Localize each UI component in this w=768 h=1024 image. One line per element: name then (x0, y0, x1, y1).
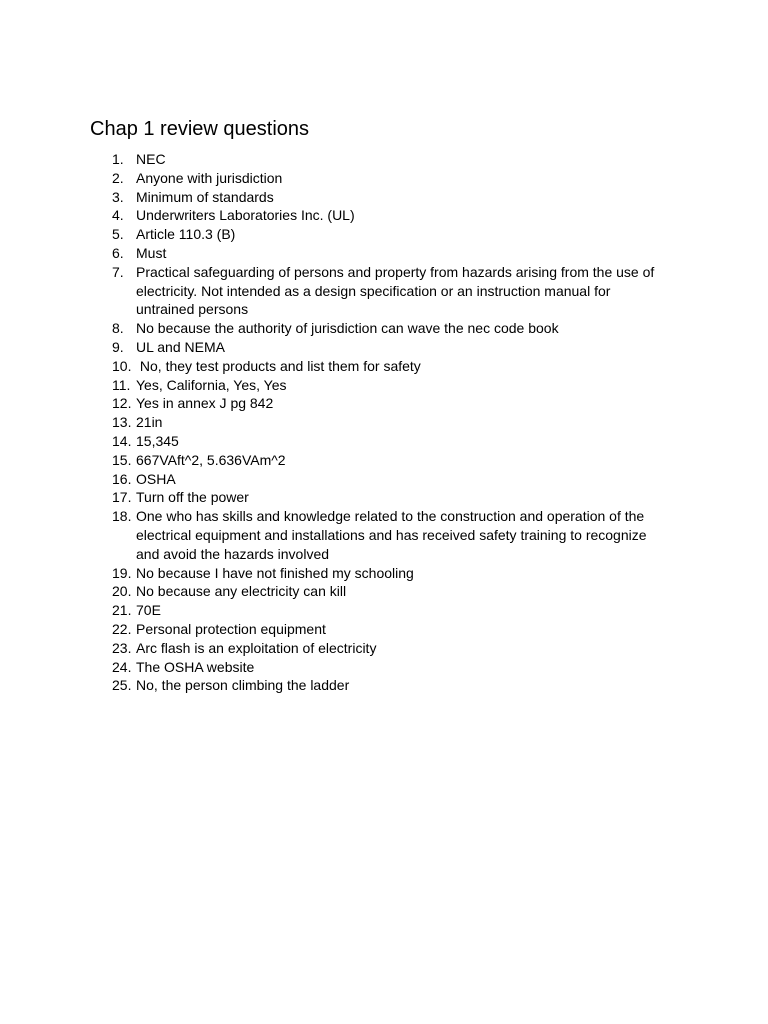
list-item-text: Anyone with jurisdiction (136, 169, 283, 186)
list-item-text: Personal protection equipment (136, 620, 326, 637)
list-item-number: 19. (112, 564, 132, 581)
list-item-text: 21in (136, 414, 163, 431)
page-title: Chap 1 review questions (90, 118, 310, 140)
list-item-number: 3. (112, 188, 124, 205)
list-item-number: 16. (112, 470, 132, 487)
list-item-number: 24. (112, 658, 132, 675)
list-item (0, 319, 668, 338)
list-item-text: No because I have not finished my schooling (136, 564, 414, 581)
list-item-number: 20. (112, 583, 132, 600)
list-item (0, 357, 668, 376)
list-item-number: 25. (112, 677, 132, 694)
list-item (0, 244, 668, 263)
list-item-number: 4. (112, 207, 124, 224)
list-item (0, 676, 668, 695)
list-item-text: Yes, California, Yes, Yes (136, 376, 287, 393)
list-item-text: No because the authority of jurisdiction can wave the nec code book (136, 320, 559, 337)
list-item-number: 21. (112, 602, 132, 619)
list-item-number: 9. (112, 338, 124, 355)
list-item (0, 376, 668, 395)
list-item (0, 225, 668, 244)
list-item (0, 338, 668, 357)
list-item-number: 8. (112, 320, 124, 337)
list-item (0, 470, 668, 489)
list-item (0, 188, 668, 207)
list-item-number: 2. (112, 169, 124, 186)
list-item-text: Turn off the power (136, 489, 249, 506)
list-item (0, 620, 668, 639)
list-item-text: Practical safeguarding of persons and property from hazards arising from the use of electricity. Not intended as a design specification or an instruction manual for untrained persons (136, 263, 659, 318)
list-item (0, 601, 668, 620)
list-item-text: Arc flash is an exploitation of electricity (136, 639, 377, 656)
list-item-number: 15. (112, 451, 132, 468)
list-item (0, 582, 668, 601)
list-item (0, 507, 668, 563)
list-item (0, 658, 668, 677)
list-item (0, 488, 668, 507)
list-item-text: 667VAft^2, 5.636VAm^2 (136, 451, 286, 468)
list-item-text: No, they test products and list them for safety (136, 357, 421, 374)
list-item (0, 564, 668, 583)
list-item (0, 432, 668, 451)
list-item-text: No because any electricity can kill (136, 583, 347, 600)
list-item (0, 150, 668, 169)
list-item (0, 451, 668, 470)
list-item-number: 1. (112, 151, 124, 167)
list-item-text: Must (136, 244, 167, 261)
list-item-number: 17. (112, 489, 132, 506)
list-item-number: 23. (112, 639, 132, 656)
list-item-text: Article 110.3 (B) (136, 226, 236, 243)
list-item-text: 70E (136, 602, 161, 619)
list-item (0, 639, 668, 658)
list-item (0, 206, 668, 225)
list-item-number: 10. (112, 357, 132, 374)
list-item-text: 15,345 (136, 432, 179, 449)
list-item-number: 13. (112, 414, 132, 431)
list-item (0, 394, 668, 413)
list-item-text: One who has skills and knowledge related to the construction and operation of the electrical equipment and installations and has received safety training to recognize and avoid the hazards involved (136, 508, 651, 562)
list-item-text: UL and NEMA (136, 338, 225, 355)
list-item (0, 413, 668, 432)
list-item-number: 14. (112, 432, 132, 449)
list-item-text: OSHA (136, 470, 176, 487)
list-item-text: No, the person climbing the ladder (136, 677, 350, 694)
list-item-number: 18. (112, 508, 132, 525)
list-item-number: 11. (112, 376, 131, 393)
list-item-number: 5. (112, 226, 124, 243)
answer-list (0, 150, 768, 695)
list-item-number: 7. (112, 263, 124, 280)
list-item-text: NEC (136, 151, 166, 167)
list-item-number: 22. (112, 620, 132, 637)
list-item (0, 169, 668, 188)
list-item-text: The OSHA website (136, 658, 255, 675)
list-item (0, 263, 668, 319)
list-item-text: Underwriters Laboratories Inc. (UL) (136, 207, 355, 224)
list-item-text: Minimum of standards (136, 188, 274, 205)
list-item-number: 6. (112, 244, 124, 261)
list-item-text: Yes in annex J pg 842 (136, 395, 274, 412)
list-item-number: 12. (112, 395, 132, 412)
